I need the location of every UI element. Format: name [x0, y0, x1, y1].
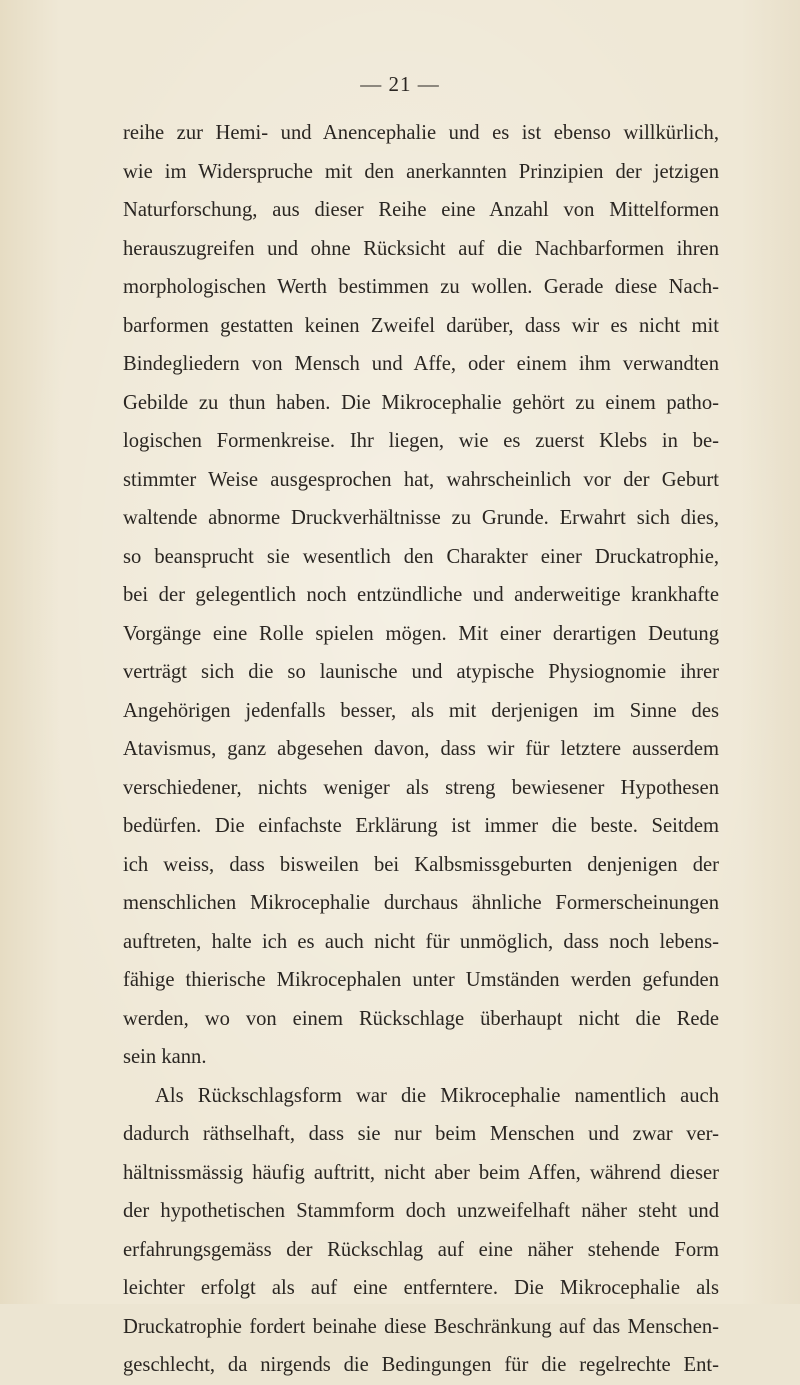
text-line: herauszugreifen und ohne Rücksicht auf die Nachbarformen ihren	[123, 237, 719, 260]
text-line: logischen Formenkreise. Ihr liegen, wie es zuerst Klebs in be-	[123, 430, 719, 452]
text-line: Atavismus, ganz abgesehen davon, dass wir für letztere ausserdem	[123, 738, 719, 760]
page-number: — 21 —	[360, 72, 440, 96]
text-line: Druckatrophie fordert beinahe diese Beschränkung auf das Menschen-	[123, 1315, 719, 1338]
text-line: morphologischen Werth bestimmen zu wollen. Gerade diese Nach-	[123, 276, 719, 298]
text-line: bedürfen. Die einfachste Erklärung ist immer die beste. Seitdem	[123, 815, 719, 837]
text-line: Gebilde zu thun haben. Die Mikrocephalie gehört zu einem patho-	[123, 391, 719, 414]
text-line: der hypothetischen Stammform doch unzweifelhaft näher steht und	[123, 1200, 719, 1222]
text-line: stimmter Weise ausgesprochen hat, wahrscheinlich vor der Geburt	[123, 468, 719, 491]
text-line: Naturforschung, aus dieser Reihe eine Anzahl von Mittelformen	[123, 199, 719, 221]
text-line: waltende abnorme Druckverhältnisse zu Grunde. Erwahrt sich dies,	[123, 507, 719, 529]
text-line: Vorgänge eine Rolle spielen mögen. Mit einer derartigen Deutung	[123, 622, 719, 645]
text-line: barformen gestatten keinen Zweifel darüber, dass wir es nicht mit	[123, 314, 719, 337]
text-line: bei der gelegentlich noch entzündliche und anderweitige krankhafte	[123, 584, 719, 606]
text-line: reihe zur Hemi- und Anencephalie und es ist ebenso willkürlich,	[123, 122, 719, 144]
text-line: menschlichen Mikrocephalie durchaus ähnliche Formerscheinungen	[123, 892, 719, 914]
text-line: verschiedener, nichts weniger als streng bewiesener Hypothesen	[123, 776, 719, 799]
text-line: verträgt sich die so launische und atypische Physiognomie ihrer	[123, 661, 719, 683]
text-line: leichter erfolgt als auf eine entferntere. Die Mikrocephalie als	[123, 1277, 719, 1299]
paragraph-1	[123, 114, 719, 1077]
text-line: ich weiss, dass bisweilen bei Kalbsmissgeburten denjenigen der	[123, 853, 719, 876]
text-line: Bindegliedern von Mensch und Affe, oder einem ihm verwandten	[123, 353, 719, 375]
text-line: Als Rückschlagsform war die Mikrocephalie namentlich auch	[155, 1084, 719, 1107]
text-line: wie im Widerspruche mit den anerkannten Prinzipien der jetzigen	[123, 160, 719, 183]
text-line: sein kann.	[123, 1046, 207, 1068]
text-line: werden, wo von einem Rückschlage überhaupt nicht die Rede	[123, 1007, 719, 1030]
body-text	[123, 114, 719, 1385]
paragraph-2	[123, 1077, 719, 1385]
text-line: auftreten, halte ich es auch nicht für unmöglich, dass noch lebens-	[123, 930, 719, 953]
text-line: erfahrungsgemäss der Rückschlag auf eine näher stehende Form	[123, 1238, 719, 1261]
text-line: so beansprucht sie wesentlich den Charakter einer Druckatrophie,	[123, 545, 719, 568]
text-line: hältnissmässig häufig auftritt, nicht aber beim Affen, während dieser	[123, 1161, 719, 1184]
text-line: fähige thierische Mikrocephalen unter Umständen werden gefunden	[123, 969, 719, 991]
text-line: dadurch räthselhaft, dass sie nur beim Menschen und zwar ver-	[123, 1123, 719, 1145]
text-line: geschlecht, da nirgends die Bedingungen für die regelrechte Ent-	[123, 1354, 719, 1376]
text-line: Angehörigen jedenfalls besser, als mit derjenigen im Sinne des	[123, 699, 719, 722]
